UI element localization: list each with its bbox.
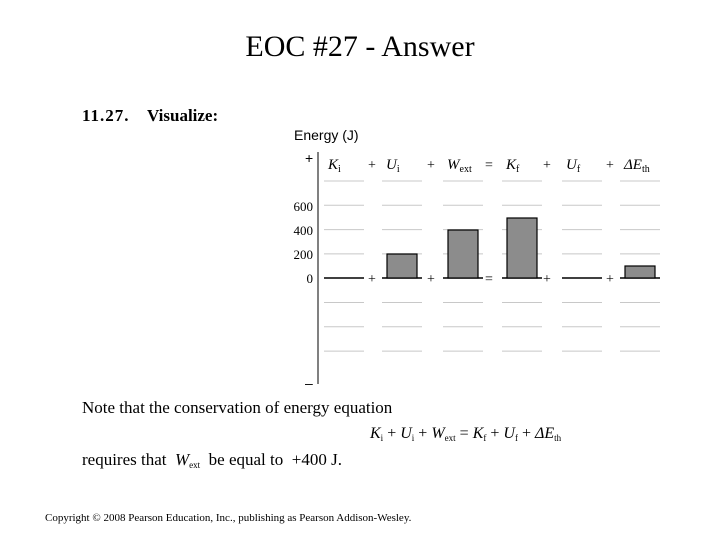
problem-number: 11.27. — [82, 106, 130, 125]
y-tick-label: 0 — [306, 271, 313, 286]
header-operator: + — [606, 158, 614, 173]
note-var: $W_{ext}$ — [175, 450, 201, 470]
note-line-1: Note that the conservation of energy equation — [82, 398, 393, 417]
eq-plus: + — [490, 425, 500, 442]
slide-title: EOC #27 - Answer — [245, 30, 475, 63]
baseline-operator: + — [543, 272, 551, 287]
eq-plus: + — [387, 425, 397, 442]
problem-label: Visualize: — [147, 106, 219, 125]
eq-term-eth: $\Delta E_{th}$ — [534, 425, 562, 443]
eq-term-wext: $W_{ext}$ — [431, 425, 456, 443]
eq-equals: = — [459, 425, 469, 442]
eq-term-ui: $U_i$ — [400, 425, 415, 443]
eq-term-uf: $U_f$ — [503, 425, 518, 443]
y-tick-label: 600 — [293, 199, 313, 214]
note-line-2 — [82, 450, 342, 470]
baseline-operator: + — [427, 272, 435, 287]
note-middle: be equal to — [208, 450, 284, 469]
column-header: $W_{ext}$ — [447, 157, 472, 175]
header-operator: + — [427, 158, 435, 173]
energy-bar — [387, 254, 417, 278]
column-header: $U_i$ — [386, 157, 400, 175]
y-tick-label: 400 — [293, 223, 313, 238]
eq-term-ki: $K_i$ — [370, 425, 384, 443]
baseline-operator: = — [485, 272, 493, 287]
energy-bar — [448, 230, 478, 278]
eq-term-kf: $K_f$ — [472, 425, 487, 443]
y-axis-label: Energy (J) — [294, 127, 359, 143]
header-operator: + — [543, 158, 551, 173]
baseline-operator: + — [606, 272, 614, 287]
copyright-text: Copyright © 2008 Pearson Education, Inc., publishing as Pearson Addison-Wesley. — [45, 512, 412, 524]
column-header: $K_f$ — [506, 157, 520, 175]
column-header: $K_i$ — [328, 157, 341, 175]
y-axis-negative-sign: – — [305, 375, 313, 391]
header-operator: = — [485, 158, 493, 173]
energy-bar — [507, 218, 537, 278]
energy-bar — [625, 266, 655, 278]
conservation-equation — [370, 425, 561, 443]
eq-plus: + — [418, 425, 428, 442]
baseline-operator: + — [368, 272, 376, 287]
column-header: $U_f$ — [566, 157, 581, 175]
y-tick-label: 200 — [293, 247, 313, 262]
column-header: $\Delta E_{th}$ — [624, 157, 650, 175]
eq-plus: + — [521, 425, 531, 442]
note-prefix: requires that — [82, 450, 167, 469]
y-axis-positive-sign: + — [305, 150, 314, 166]
header-operator: + — [368, 158, 376, 173]
note-value: +400 J. — [291, 450, 342, 469]
